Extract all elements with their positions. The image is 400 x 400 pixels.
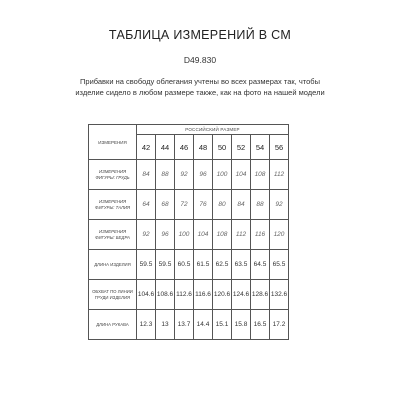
article-code: D49.830 xyxy=(183,55,217,65)
table-cell: 88 xyxy=(251,190,270,220)
table-row xyxy=(89,250,289,280)
table-cell: 124.6 xyxy=(232,280,251,310)
table-cell: 96 xyxy=(194,160,213,190)
row-label: ДЛИНА ИЗДЕЛИЯ xyxy=(89,250,137,280)
table-cell: 108 xyxy=(213,220,232,250)
table-cell: 64 xyxy=(137,190,156,220)
table-row xyxy=(89,280,289,310)
table-cell: 108.6 xyxy=(156,280,175,310)
table-cell: 112 xyxy=(232,220,251,250)
measurements-table xyxy=(88,124,289,340)
table-cell: 84 xyxy=(232,190,251,220)
size-header: 44 xyxy=(156,135,175,160)
size-header: 56 xyxy=(270,135,289,160)
table-cell: 116.6 xyxy=(194,280,213,310)
size-header: 52 xyxy=(232,135,251,160)
table-cell: 84 xyxy=(137,160,156,190)
table-cell: 116 xyxy=(251,220,270,250)
row-label: ИЗМЕРЕНИЯ ФИГУРЫ: ТАЛИЯ xyxy=(89,190,137,220)
russian-size-header: РОССИЙСКИЙ РАЗМЕР xyxy=(137,125,289,135)
table-cell: 100 xyxy=(175,220,194,250)
fit-note: Прибавки на свободу облегания учтены во всех размерах так, чтобы изделие сидело в любом размере также, как на фото на нашей модели xyxy=(75,77,325,97)
table-cell: 15.8 xyxy=(232,310,251,340)
table-cell: 120.6 xyxy=(213,280,232,310)
table-cell: 88 xyxy=(156,160,175,190)
table-cell: 104 xyxy=(194,220,213,250)
table-cell: 112 xyxy=(270,160,289,190)
table-cell: 63.5 xyxy=(232,250,251,280)
table-cell: 62.5 xyxy=(213,250,232,280)
table-row xyxy=(89,220,289,250)
table-row xyxy=(89,160,289,190)
row-label: ОБХВАТ ПО ЛИНИИ ГРУДИ ИЗДЕЛИЯ xyxy=(89,280,137,310)
table-cell: 108 xyxy=(251,160,270,190)
table-cell: 92 xyxy=(270,190,289,220)
size-header: 48 xyxy=(194,135,213,160)
table-cell: 65.5 xyxy=(270,250,289,280)
table-cell: 68 xyxy=(156,190,175,220)
table-cell: 76 xyxy=(194,190,213,220)
table-cell: 14.4 xyxy=(194,310,213,340)
table-row xyxy=(89,190,289,220)
row-label: ИЗМЕРЕНИЯ ФИГУРЫ: БЕДРА xyxy=(89,220,137,250)
page-title: ТАБЛИЦА ИЗМЕРЕНИЙ В СМ xyxy=(108,28,292,42)
table-cell: 15.1 xyxy=(213,310,232,340)
table-cell: 104.6 xyxy=(137,280,156,310)
row-label: ДЛИНА РУКАВА xyxy=(89,310,137,340)
table-cell: 80 xyxy=(213,190,232,220)
table-cell: 128.6 xyxy=(251,280,270,310)
row-label: ИЗМЕРЕНИЯ ФИГУРЫ: ГРУДЬ xyxy=(89,160,137,190)
table-cell: 59.5 xyxy=(137,250,156,280)
size-header: 50 xyxy=(213,135,232,160)
table-cell: 59.5 xyxy=(156,250,175,280)
table-cell: 64.5 xyxy=(251,250,270,280)
table-cell: 96 xyxy=(156,220,175,250)
table-cell: 72 xyxy=(175,190,194,220)
table-cell: 92 xyxy=(175,160,194,190)
table-cell: 132.6 xyxy=(270,280,289,310)
size-header: 46 xyxy=(175,135,194,160)
table-cell: 120 xyxy=(270,220,289,250)
table-cell: 13 xyxy=(156,310,175,340)
table-cell: 104 xyxy=(232,160,251,190)
table-cell: 13.7 xyxy=(175,310,194,340)
table-cell: 60.5 xyxy=(175,250,194,280)
size-header: 54 xyxy=(251,135,270,160)
size-header: 42 xyxy=(137,135,156,160)
table-cell: 92 xyxy=(137,220,156,250)
table-row xyxy=(89,310,289,340)
measurements-header: ИЗМЕРЕНИЯ xyxy=(89,125,137,160)
table-cell: 17.2 xyxy=(270,310,289,340)
table-cell: 16.5 xyxy=(251,310,270,340)
table-cell: 61.5 xyxy=(194,250,213,280)
table-cell: 100 xyxy=(213,160,232,190)
table-cell: 112.6 xyxy=(175,280,194,310)
table-cell: 12.3 xyxy=(137,310,156,340)
